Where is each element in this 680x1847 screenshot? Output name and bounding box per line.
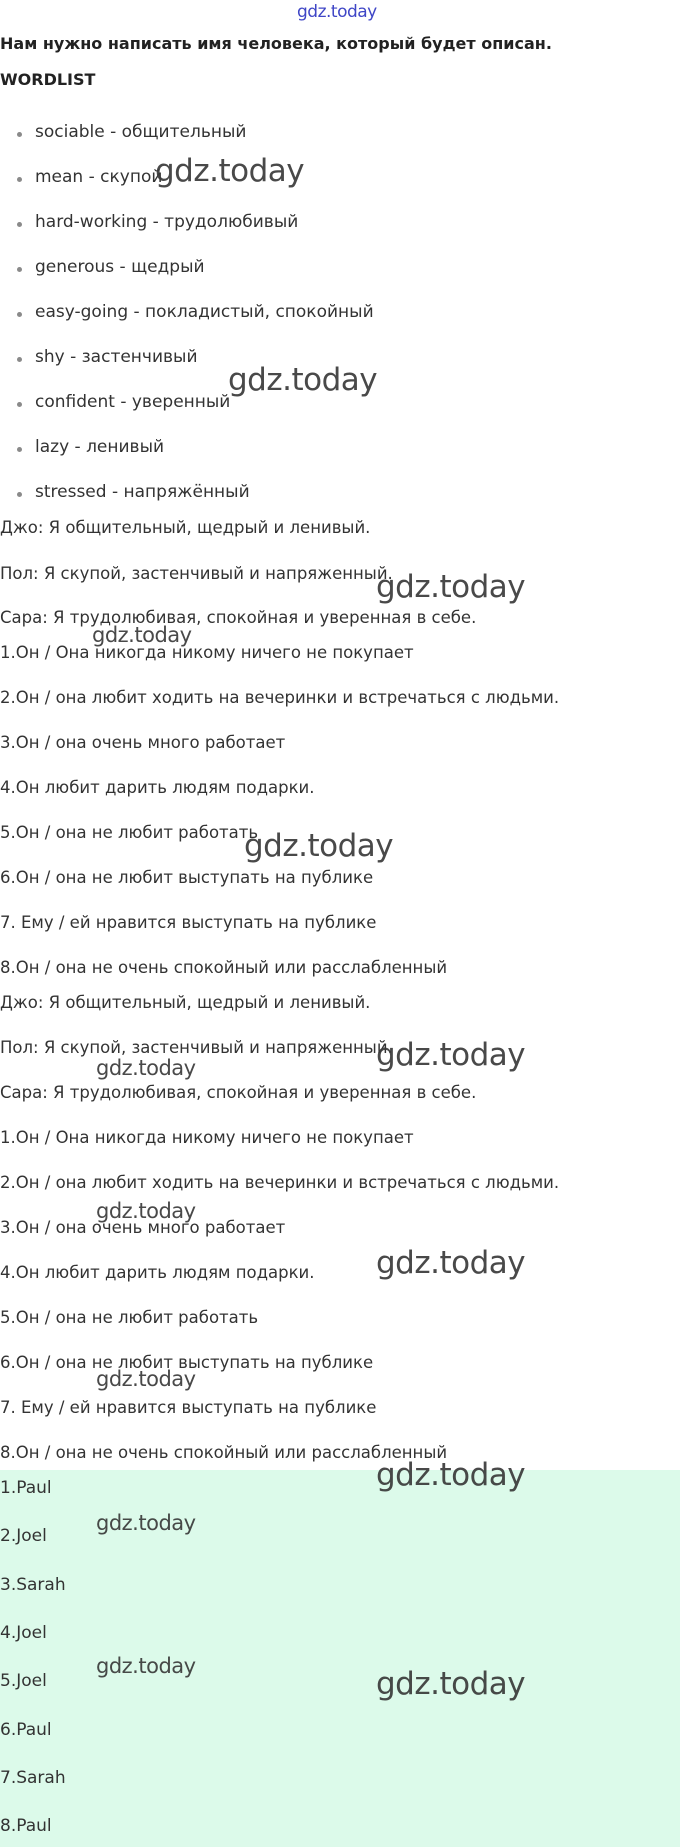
bullet-icon bbox=[17, 447, 22, 452]
bullet-icon bbox=[17, 402, 22, 407]
translation-line: 7. Ему / ей нравится выступать на публике bbox=[0, 1398, 377, 1417]
translation-line: Джо: Я общительный, щедрый и ленивый. bbox=[0, 518, 371, 537]
bullet-icon bbox=[17, 267, 22, 272]
translation-line: 4.Он любит дарить людям подарки. bbox=[0, 778, 315, 797]
translation-line: Пол: Я скупой, застенчивый и напряженный. bbox=[0, 564, 393, 583]
wordlist-item: confident - уверенный bbox=[35, 392, 231, 412]
answer-item: 7.Sarah bbox=[0, 1768, 66, 1788]
watermark: gdz.today bbox=[96, 1367, 196, 1391]
translation-line: 1.Он / Она никогда никому ничего не покупает bbox=[0, 1128, 414, 1147]
translation-line: 3.Он / она очень много работает bbox=[0, 1218, 286, 1237]
watermark: gdz.today bbox=[92, 623, 192, 647]
answer-item: 3.Sarah bbox=[0, 1575, 66, 1595]
bullet-icon bbox=[17, 222, 22, 227]
translation-line: 2.Он / она любит ходить на вечеринки и встречаться с людьми. bbox=[0, 1173, 560, 1192]
wordlist-item: stressed - напряжённый bbox=[35, 482, 250, 502]
translation-line: 6.Он / она не любит выступать на публике bbox=[0, 1353, 374, 1372]
bullet-icon bbox=[17, 177, 22, 182]
translation-line: Джо: Я общительный, щедрый и ленивый. bbox=[0, 993, 371, 1012]
translation-line: 6.Он / она не любит выступать на публике bbox=[0, 868, 374, 887]
wordlist-item: lazy - ленивый bbox=[35, 437, 165, 457]
watermark: gdz.today bbox=[376, 1457, 526, 1493]
translation-line: 1.Он / Она никогда никому ничего не покупает bbox=[0, 643, 414, 662]
wordlist-item: easy-going - покладистый, спокойный bbox=[35, 302, 374, 322]
translation-line: 5.Он / она не любит работать bbox=[0, 823, 259, 842]
watermark: gdz.today bbox=[376, 1037, 526, 1073]
watermark: gdz.today bbox=[155, 153, 305, 189]
translation-line: Пол: Я скупой, застенчивый и напряженный. bbox=[0, 1038, 393, 1057]
answer-item: 8.Paul bbox=[0, 1816, 52, 1836]
translation-line: 3.Он / она очень много работает bbox=[0, 733, 286, 752]
wordlist-heading: WORDLIST bbox=[0, 70, 96, 89]
wordlist-item: sociable - общительный bbox=[35, 122, 247, 142]
answer-item: 4.Joel bbox=[0, 1623, 47, 1643]
bullet-icon bbox=[17, 132, 22, 137]
translation-line: Сара: Я трудолюбивая, спокойная и уверенная в себе. bbox=[0, 1083, 477, 1102]
watermark: gdz.today bbox=[376, 569, 526, 605]
answer-item: 6.Paul bbox=[0, 1720, 52, 1740]
translation-line: 8.Он / она не очень спокойный или расслабленный bbox=[0, 958, 448, 977]
watermark: gdz.today bbox=[96, 1511, 196, 1535]
watermark: gdz.today bbox=[376, 1666, 526, 1702]
watermark: gdz.today bbox=[244, 828, 394, 864]
translation-line: 7. Ему / ей нравится выступать на публике bbox=[0, 913, 377, 932]
wordlist-item: mean - скупой bbox=[35, 167, 163, 187]
translation-line: 4.Он любит дарить людям подарки. bbox=[0, 1263, 315, 1282]
bullet-icon bbox=[17, 357, 22, 362]
answer-item: 1.Paul bbox=[0, 1478, 52, 1498]
wordlist-item: shy - застенчивый bbox=[35, 347, 198, 367]
watermark: gdz.today bbox=[376, 1245, 526, 1281]
task-intro: Нам нужно написать имя человека, который будет описан. bbox=[0, 34, 552, 53]
watermark: gdz.today bbox=[228, 362, 378, 398]
bullet-icon bbox=[17, 312, 22, 317]
site-logo[interactable]: gdz.today bbox=[297, 2, 377, 22]
wordlist-item: generous - щедрый bbox=[35, 257, 205, 277]
answer-item: 2.Joel bbox=[0, 1526, 47, 1546]
translation-line: Сара: Я трудолюбивая, спокойная и уверенная в себе. bbox=[0, 608, 477, 627]
answer-item: 5.Joel bbox=[0, 1671, 47, 1691]
watermark: gdz.today bbox=[96, 1654, 196, 1678]
bullet-icon bbox=[17, 492, 22, 497]
translation-line: 5.Он / она не любит работать bbox=[0, 1308, 259, 1327]
watermark: gdz.today bbox=[96, 1199, 196, 1223]
watermark: gdz.today bbox=[96, 1056, 196, 1080]
translation-line: 2.Он / она любит ходить на вечеринки и встречаться с людьми. bbox=[0, 688, 560, 707]
translation-line: 8.Он / она не очень спокойный или расслабленный bbox=[0, 1443, 448, 1462]
wordlist-item: hard-working - трудолюбивый bbox=[35, 212, 299, 232]
